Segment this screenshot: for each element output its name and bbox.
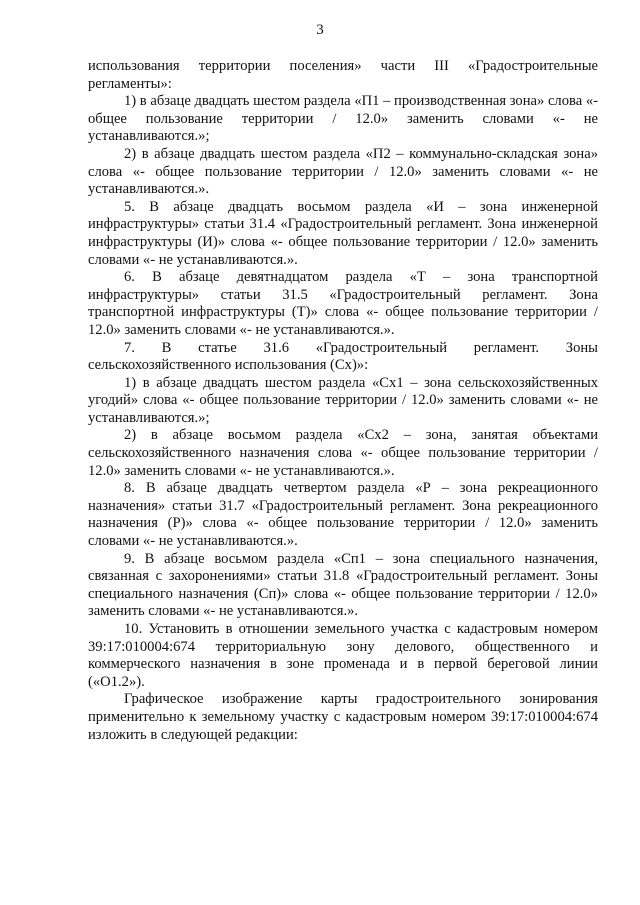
page-number: 3 bbox=[316, 22, 324, 38]
paragraph: 2) в абзаце двадцать шестом раздела «П2 – коммунально-складская зона» слова «- общее пользование территории / 12.0» заменить словами «- не устанавливаются.». bbox=[88, 145, 598, 198]
paragraph: 9. В абзаце восьмом раздела «Сп1 – зона специального назначения, связанная с захоронениями» статьи 31.8 «Градостроительный регламент. Зоны специального назначения (Сп)» слова «- общее пользование территории / 12.0» заменить словами «- не устанавливаются.». bbox=[88, 550, 598, 620]
paragraph: 6. В абзаце девятнадцатом раздела «Т – зона транспортной инфраструктуры» статьи 31.5 «Градостроительный регламент. Зона транспортной инфраструктуры (Т)» слова «- общее пользование территории / 12.0» заменить словами «- не устанавливаются.». bbox=[88, 269, 598, 338]
paragraph: 1) в абзаце двадцать шестом раздела «П1 – производственная зона» слова «- общее пользование территории / 12.0» заменить словами «- не устанавливаются.»; bbox=[88, 93, 598, 145]
paragraph: 10. Установить в отношении земельного участка с кадастровым номером 39:17:010004:674 территориальную зону делового, общественного и коммерческого назначения в зоне променада и в первой береговой линии («О1.2»). bbox=[88, 621, 598, 690]
paragraph: 8. В абзаце двадцать четвертом раздела «Р – зона рекреационного назначения» статьи 31.7 «Градостроительный регламент. Зона рекреационного назначения (Р)» слова «- общее пользование территории / 12.0» заменить словами «- не устанавливаются.». bbox=[88, 480, 598, 550]
paragraph: использования территории поселения» части III «Градостроительные регламенты»: bbox=[88, 58, 598, 92]
document-body bbox=[88, 58, 598, 744]
paragraph: 7. В статье 31.6 «Градостроительный регламент. Зоны сельскохозяйственного использования (Сх)»: bbox=[88, 339, 598, 374]
paragraph: 1) в абзаце двадцать шестом раздела «Сх1 – зона сельскохозяйственных угодий» слова «- общее пользование территории / 12.0» заменить словами «- не устанавливаются.»; bbox=[88, 374, 598, 426]
paragraph: 2) в абзаце восьмом раздела «Сх2 – зона, занятая объектами сельскохозяйственного назначения слова «- общее пользование территории / 12.0» заменить словами «- не устанавливаются.». bbox=[88, 427, 598, 479]
paragraph: 5. В абзаце двадцать восьмом раздела «И – зона инженерной инфраструктуры» статьи 31.4 «Градостроительный регламент. Зона инженерной инфраструктуры (И)» слова «- общее пользование территории / 12.0» заменить словами «- не устанавливаются.». bbox=[88, 198, 598, 268]
paragraph: Графическое изображение карты градостроительного зонирования применительно к земельному участку с кадастровым номером 39:17:010004:674 изложить в следующей редакции: bbox=[88, 691, 598, 743]
